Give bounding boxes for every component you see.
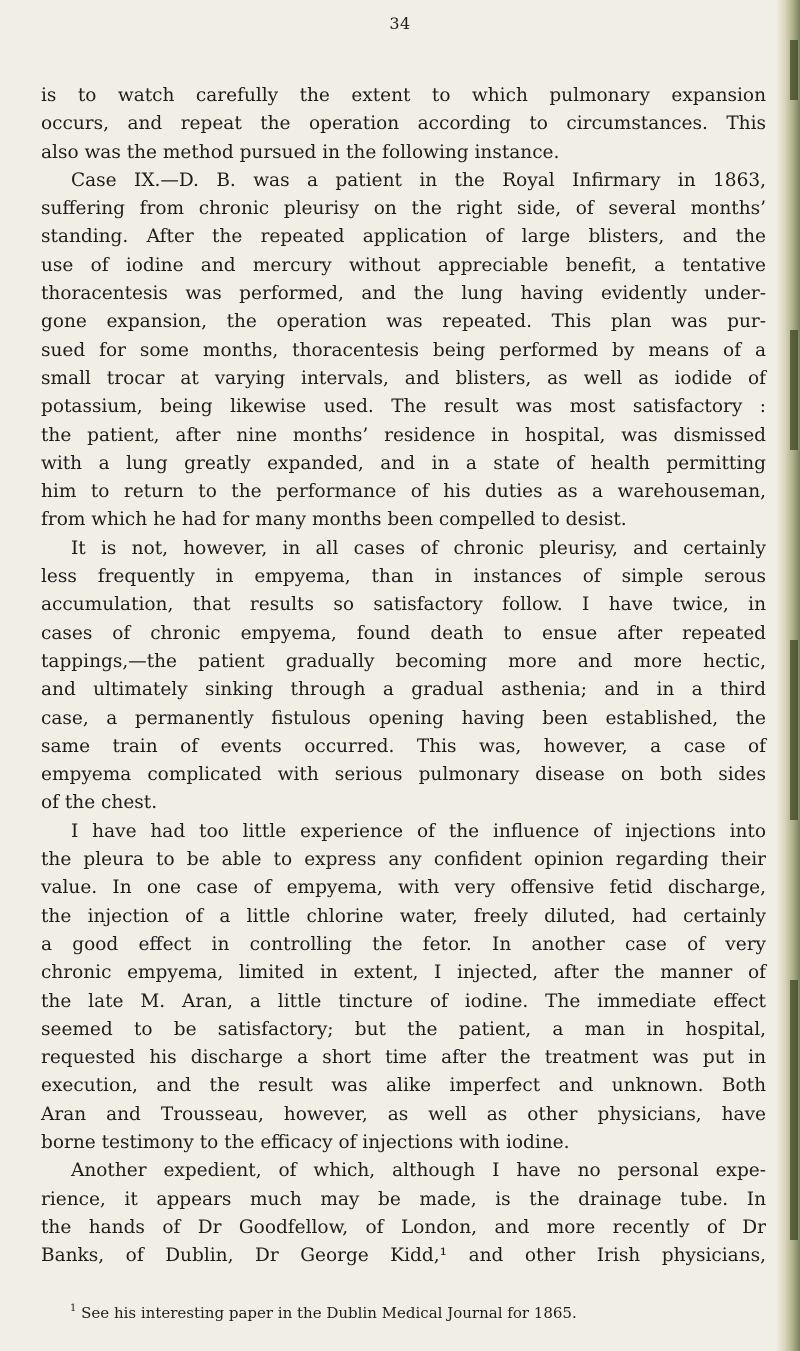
text-line: him to return to the performance of his duties as a warehouseman, (41, 481, 766, 503)
footnote (70, 1303, 770, 1323)
text-line: occurs, and repeat the operation according to circumstances. This (41, 113, 766, 135)
text-line: cases of chronic empyema, found death to ensue after repeated (41, 622, 766, 644)
footnote-marker: 1 (70, 1303, 77, 1314)
edge-stain (790, 330, 798, 450)
text-line: use of iodine and mercury without appreciable benefit, a tentative (41, 254, 766, 276)
edge-stain (790, 980, 798, 1240)
text-line: same train of events occurred. This was, however, a case of (41, 735, 766, 757)
text-line: from which he had for many months been compelled to desist. (41, 509, 627, 531)
text-line: a good effect in controlling the fetor. In another case of very (41, 933, 766, 955)
text-line: Another expedient, of which, although I have no personal expe- (71, 1160, 766, 1182)
text-line: accumulation, that results so satisfactory follow. I have twice, in (41, 594, 766, 616)
text-line: with a lung greatly expanded, and in a state of health permitting (41, 452, 766, 474)
text-line: case, a permanently fistulous opening having been established, the (41, 707, 766, 729)
text-line: sued for some months, thoracentesis being performed by means of a (41, 339, 766, 361)
text-line: the pleura to be able to express any confident opinion regarding their (41, 849, 766, 871)
text-line: thoracentesis was performed, and the lung having evidently under- (41, 283, 766, 305)
text-line: is to watch carefully the extent to which pulmonary expansion (41, 85, 766, 106)
text-line: Aran and Trousseau, however, as well as other physicians, have (41, 1103, 766, 1125)
text-line: the injection of a little chlorine water, freely diluted, had certainly (41, 905, 766, 927)
text-line: standing. After the repeated application of large blisters, and the (41, 226, 766, 248)
text-line: It is not, however, in all cases of chronic pleurisy, and certainly (71, 537, 766, 559)
edge-stain (790, 40, 798, 100)
text-line: the hands of Dr Goodfellow, of London, and more recently of Dr (41, 1216, 766, 1238)
text-line: requested his discharge a short time after the treatment was put in (41, 1047, 766, 1069)
text-line: chronic empyema, limited in extent, I injected, after the manner of (41, 962, 766, 984)
body-text (41, 82, 766, 1270)
edge-stain (790, 640, 798, 820)
text-line: tappings,—the patient gradually becoming more and more hectic, (41, 650, 766, 672)
text-line: suffering from chronic pleurisy on the right side, of several months’ (41, 198, 766, 220)
text-line: small trocar at varying intervals, and blisters, as well as iodide of (41, 367, 766, 389)
text-line: potassium, being likewise used. The result was most satisfactory : (41, 396, 766, 418)
text-line: borne testimony to the efficacy of injections with iodine. (41, 1131, 570, 1153)
text-line: gone expansion, the operation was repeated. This plan was pur- (41, 311, 766, 333)
text-line: value. In one case of empyema, with very offensive fetid discharge, (41, 877, 766, 899)
page-number: 34 (389, 14, 411, 33)
text-line: rience, it appears much may be made, is the drainage tube. In (41, 1188, 766, 1210)
text-line: seemed to be satisfactory; but the patient, a man in hospital, (41, 1018, 766, 1040)
text-line: empyema complicated with serious pulmonary disease on both sides (41, 764, 766, 786)
text-line: the patient, after nine months’ residence in hospital, was dismissed (41, 424, 766, 446)
text-line: execution, and the result was alike imperfect and unknown. Both (41, 1075, 766, 1097)
text-line: less frequently in empyema, than in instances of simple serous (41, 566, 766, 588)
text-line: and ultimately sinking through a gradual asthenia; and in a third (41, 679, 766, 701)
text-line: I have had too little experience of the influence of injections into (71, 820, 766, 842)
text-line: the late M. Aran, a little tincture of iodine. The immediate effect (41, 990, 766, 1012)
text-line: Banks, of Dublin, Dr George Kidd,¹ and other Irish physicians, (41, 1245, 766, 1267)
text-line: of the chest. (41, 792, 158, 814)
page-edge-binding (776, 0, 800, 1351)
text-line: also was the method pursued in the following instance. (41, 141, 560, 163)
text-line: Case IX.—D. B. was a patient in the Royal Infirmary in 1863, (71, 169, 766, 191)
footnote-text: See his interesting paper in the Dublin Medical Journal for 1865. (81, 1304, 577, 1322)
